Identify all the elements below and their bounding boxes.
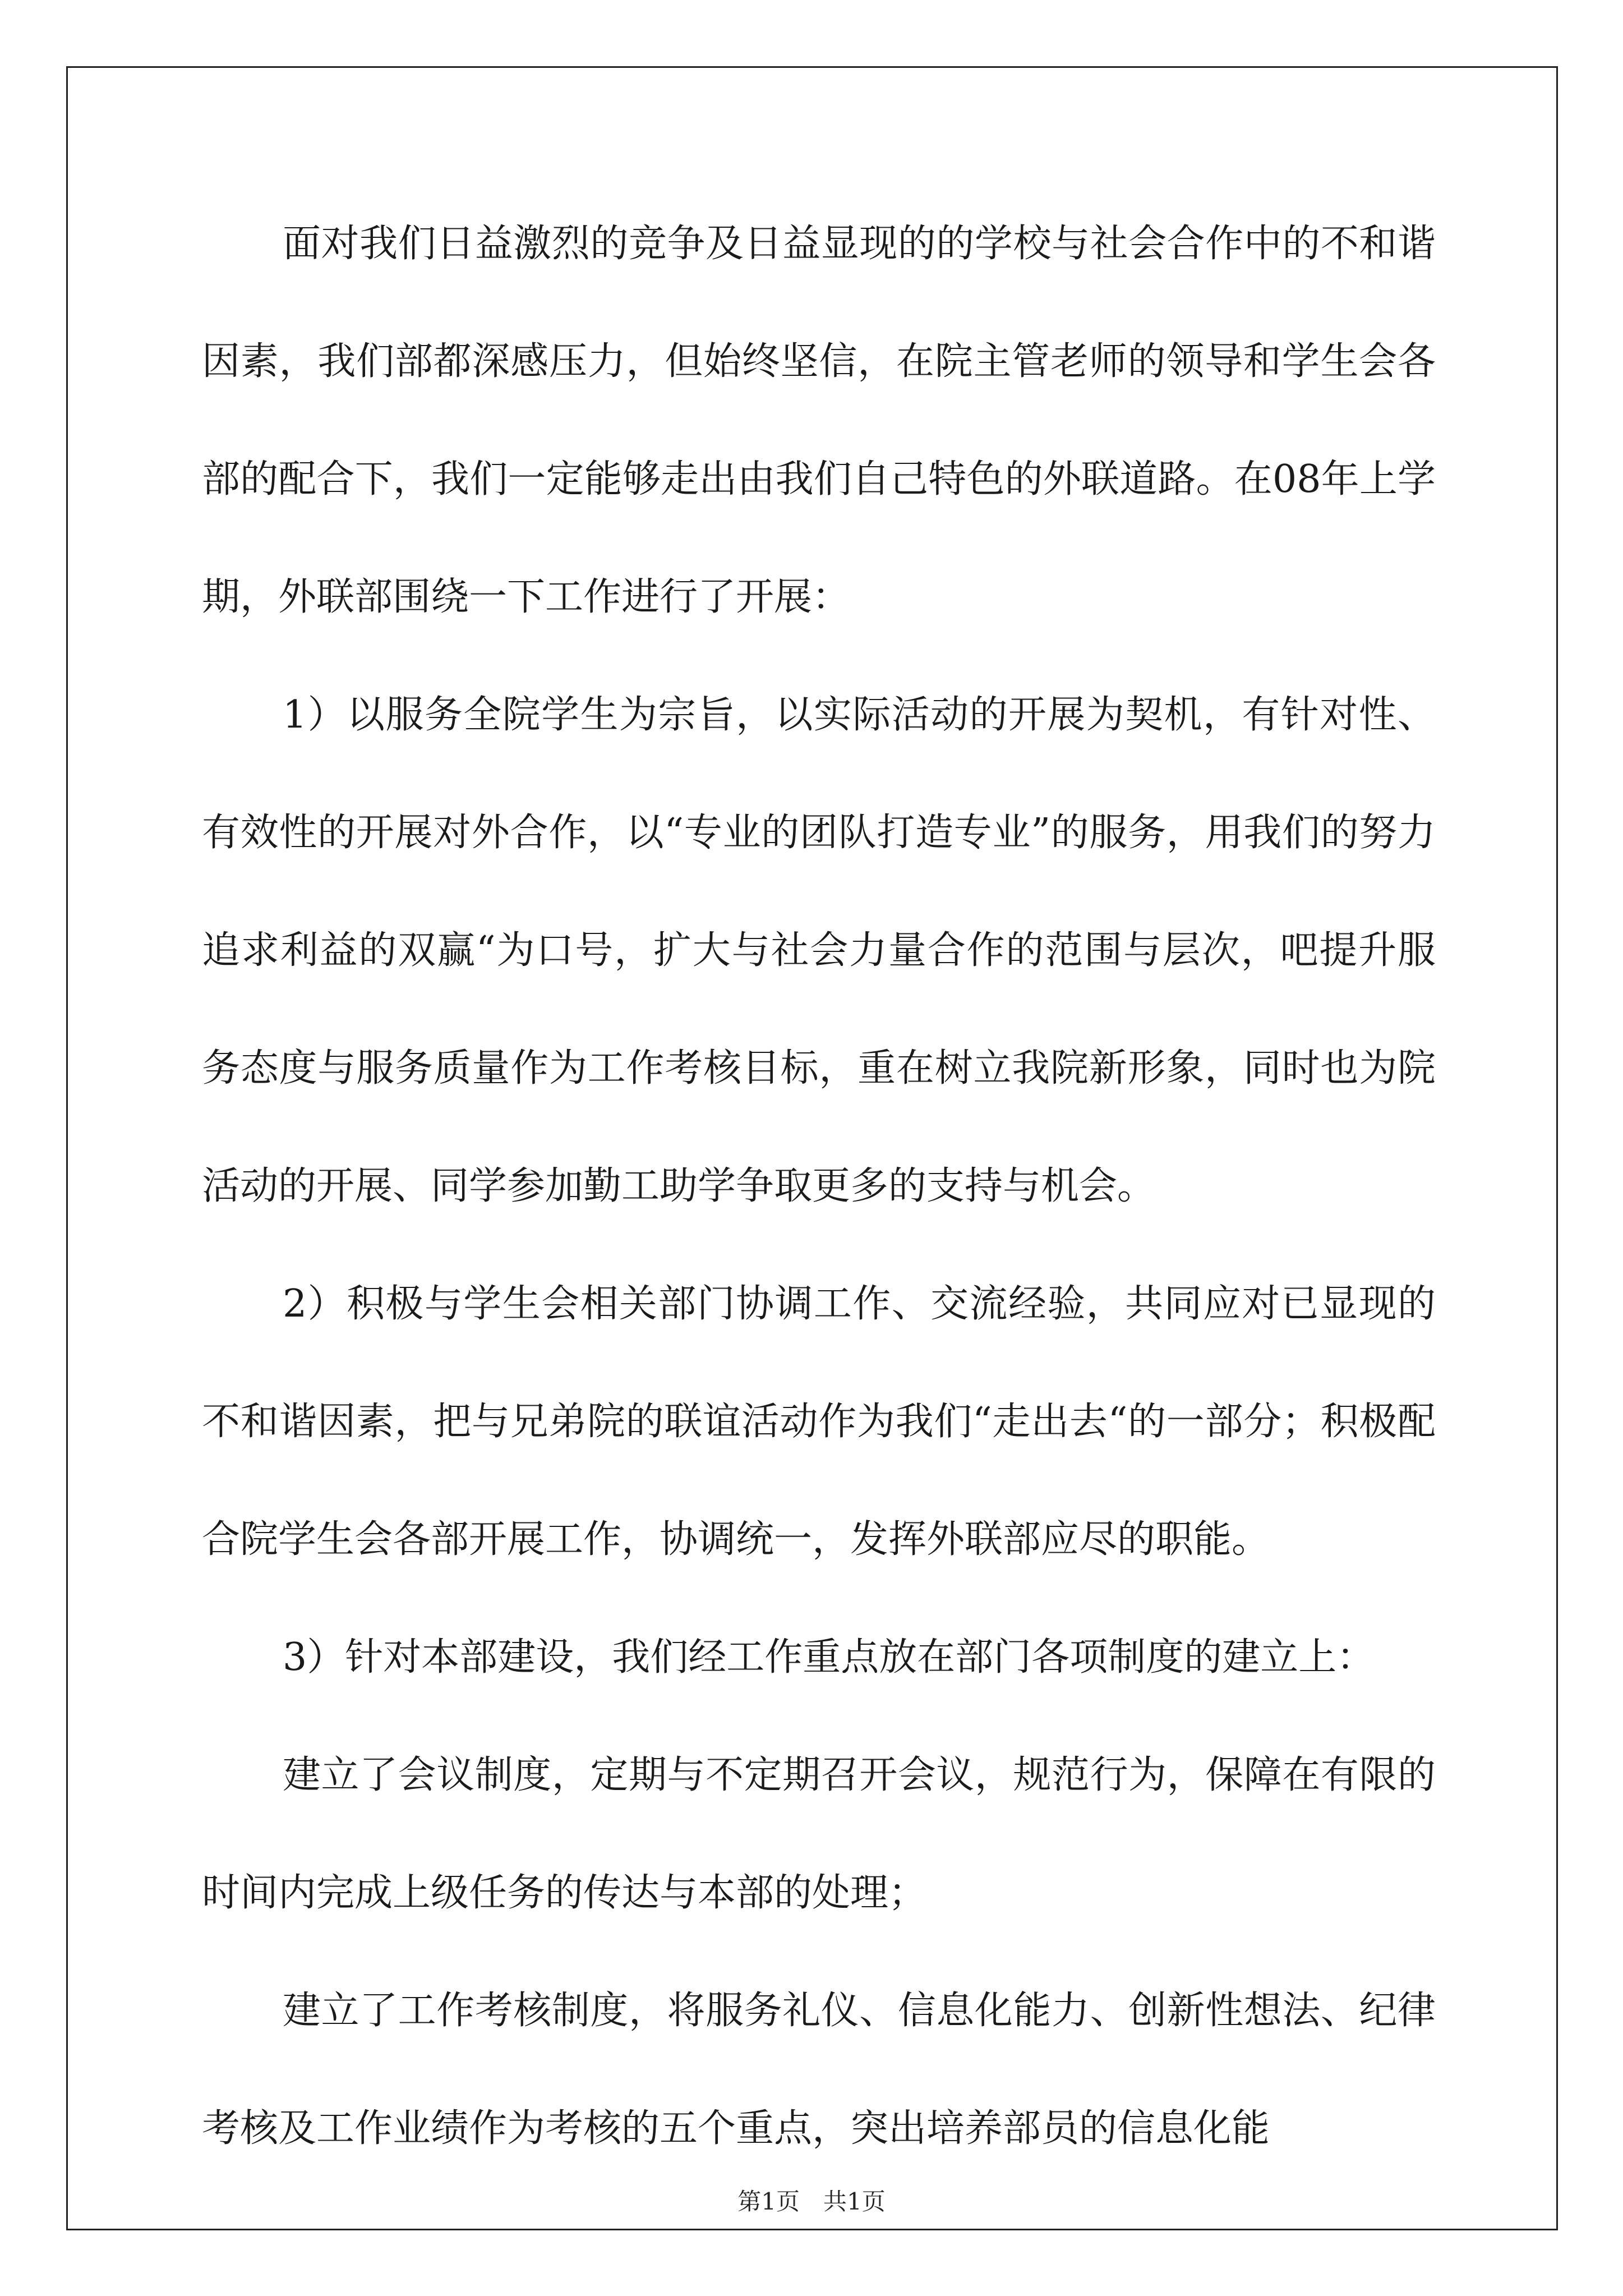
paragraph-item-1: 1）以服务全院学生为宗旨，以实际活动的开展为契机，有针对性、有效性的开展对外合作，以“专业的团队打造专业”的服务，用我们的努力追求利益的双赢“为口号，扩大与社会力量合作的范围与层次，吧提升服务态度与服务质量作为工作考核目标，重在树立我院新形象，同时也为院活动的开展、同学参加勤工助学争取更多的支持与机会。 <box>202 693 1436 1208</box>
paragraph-assessment-system: 建立了工作考核制度，将服务礼仪、信息化能力、创新性想法、纪律考核及工作业绩作为考核的五个重点，突出培养部员的信息化能 <box>202 1989 1436 2151</box>
paragraph-intro: 面对我们日益激烈的竞争及日益显现的的学校与社会合作中的不和谐因素，我们部都深感压力，但始终坚信，在院主管老师的领导和学生会各部的配合下，我们一定能够走出由我们自己特色的外联道路。在08年上学期，外联部围绕一下工作进行了开展： <box>202 222 1436 619</box>
paragraph-meeting-system: 建立了会议制度，定期与不定期召开会议，规范行为，保障在有限的时间内完成上级任务的传达与本部的处理； <box>202 1753 1436 1915</box>
page-footer: 第1页 共1页 <box>737 2188 886 2215</box>
document-body <box>202 185 1436 2188</box>
paragraph-item-2: 2）积极与学生会相关部门协调工作、交流经验，共同应对已显现的不和谐因素，把与兄弟院的联谊活动作为我们“走出去“的一部分；积极配合院学生会各部开展工作，协调统一，发挥外联部应尽的职能。 <box>202 1282 1436 1562</box>
paragraph-item-3: 3）针对本部建设，我们经工作重点放在部门各项制度的建立上： <box>283 1635 1375 1680</box>
